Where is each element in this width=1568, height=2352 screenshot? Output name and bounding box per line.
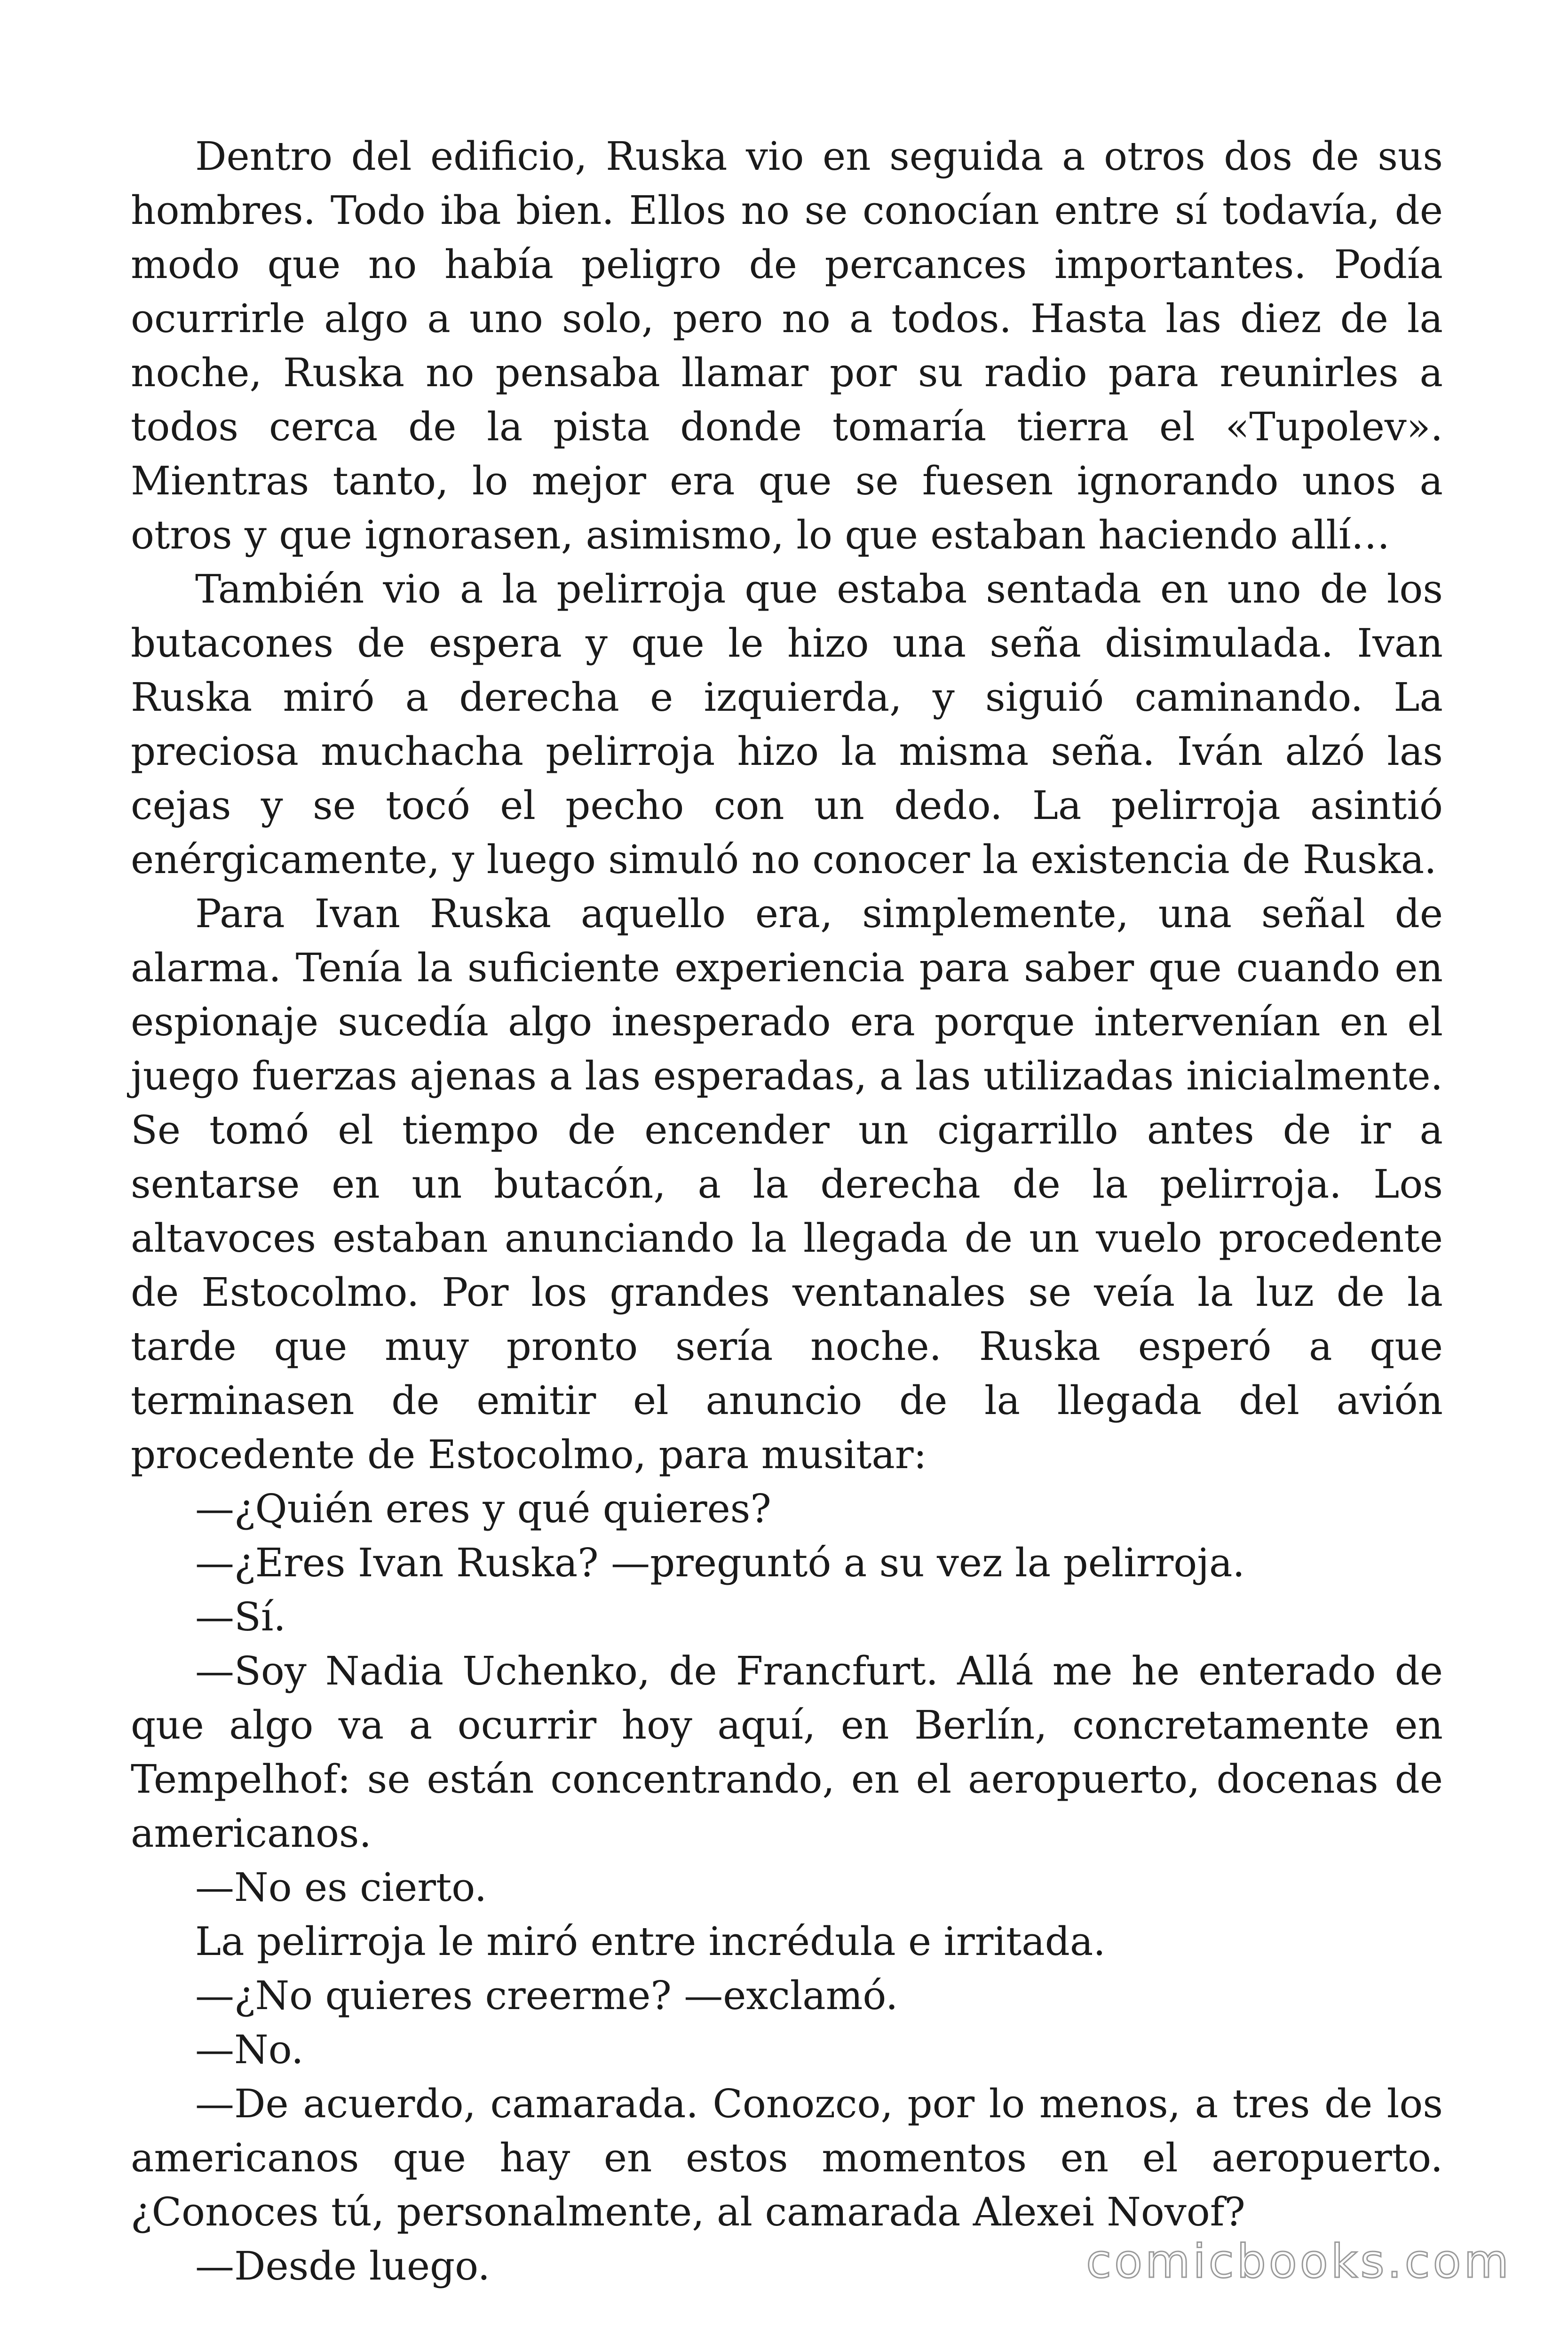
narration-line: La pelirroja le miró entre incrédula e irritada. bbox=[195, 1919, 1106, 1964]
body-text bbox=[131, 129, 1443, 2293]
dialogue-line-7: —No. bbox=[195, 2027, 304, 2073]
paragraph-1: Dentro del edificio, Ruska vio en seguida a otros dos de sus hombres. Todo iba bien. Ellos no se conocían entre sí todavía, de modo que no había peligro de percances importantes. Podía ocurrirle algo a uno solo, pero no a todos. Hasta las diez de la noche, Ruska no pensaba llamar por su radio para reunirles a todos cerca de la pista donde tomaría tierra el «Tupolev». Mientras tanto, lo mejor era que se fuesen ignorando unos a otros y que ignorasen, asimismo, lo que estaban haciendo allí… bbox=[131, 134, 1443, 558]
dialogue-line-4: —Soy Nadia Uchenko, de Francfurt. Allá me he enterado de que algo va a ocurrir hoy aquí, en Berlín, concretamente en Tempelhof: se están concentrando, en el aeropuerto, docenas de americanos. bbox=[131, 1648, 1443, 1856]
dialogue-line-9: —Desde luego. bbox=[195, 2243, 491, 2289]
watermark-logo: comicbooks.com bbox=[1086, 2235, 1512, 2288]
dialogue-line-3: —Sí. bbox=[195, 1594, 286, 1640]
dialogue-line-6: —¿No quieres creerme? —exclamó. bbox=[195, 1973, 898, 2018]
dialogue-line-5: —No es cierto. bbox=[195, 1865, 487, 1910]
paragraph-3: Para Ivan Ruska aquello era, simplemente, una señal de alarma. Tenía la suficiente experiencia para saber que cuando en espionaje sucedía algo inesperado era porque intervenían en el juego fuerzas ajenas a las esperadas, a las utilizadas inicialmente. Se tomó el tiempo de encender un cigarrillo antes de ir a sentarse en un butacón, a la derecha de la pelirroja. Los altavoces estaban anunciando la llegada de un vuelo procedente de Estocolmo. Por los grandes ventanales se veía la luz de la tarde que muy pronto sería noche. Ruska esperó a que terminasen de emitir el anuncio de la llegada del avión procedente de Estocolmo, para musitar: bbox=[131, 891, 1443, 1478]
paragraph-2: También vio a la pelirroja que estaba sentada en uno de los butacones de espera y que le hizo una seña disimulada. Ivan Ruska miró a derecha e izquierda, y siguió caminando. La preciosa muchacha pelirroja hizo la misma seña. Iván alzó las cejas y se tocó el pecho con un dedo. La pelirroja asintió enérgicamente, y luego simuló no conocer la existencia de Ruska. bbox=[131, 566, 1443, 882]
dialogue-line-1: —¿Quién eres y qué quieres? bbox=[195, 1486, 771, 1532]
dialogue-line-8: —De acuerdo, camarada. Conozco, por lo menos, a tres de los americanos que hay en estos momentos en el aeropuerto. ¿Conoces tú, personalmente, al camarada Alexei Novof? bbox=[131, 2081, 1443, 2235]
dialogue-line-2: —¿Eres Ivan Ruska? —preguntó a su vez la pelirroja. bbox=[195, 1540, 1245, 1586]
